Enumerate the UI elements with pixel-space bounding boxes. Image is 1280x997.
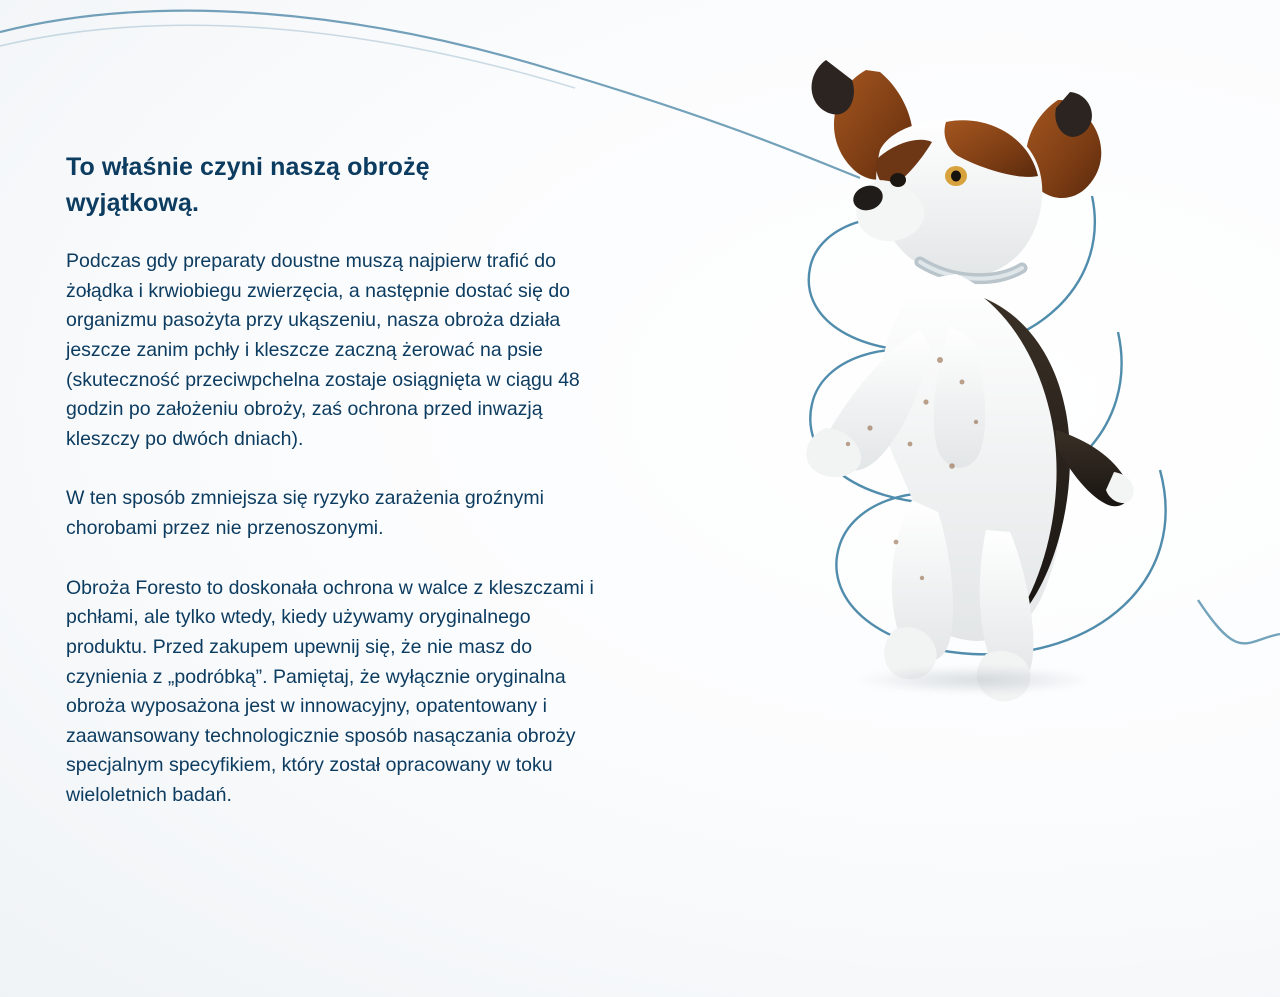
paragraph-3: Obroża Foresto to doskonała ochrona w walce z kleszczami i pchłami, ale tylko wtedy, kiedy używamy oryginalnego produktu. Przed zakupem upewnij się, że nie masz do czynienia z „podróbką”. Pamiętaj, że wyłącznie oryginalna obroża wyposażona jest w innowacyjny, opatentowany i zaawansowany technologicznie sposób nasączania obroży specjalnym specyfikiem, który został opracowany w toku wieloletnich badań.	[66, 576, 594, 806]
article-content	[66, 150, 626, 811]
ground-shadow	[810, 660, 1140, 700]
paragraph-1: Podczas gdy preparaty doustne muszą najpierw trafić do żołądka i krwiobiegu zwierzęcia, a następnie dostać się do organizmu pasożyta przy ukąszeniu, nasza obroża działa jeszcze zanim pchły i kleszcze zaczną żerować na psie (skuteczność przeciwpchelna zostaje osiągnięta w ciągu 48 godzin po założeniu obroży, zaś ochrona przed inwazją kleszczy po dwóch dniach).	[66, 250, 580, 450]
paragraph-2: W ten sposób zmniejsza się ryzyko zarażenia groźnymi chorobami przez nie przenoszonymi.	[66, 487, 544, 539]
dog-photo	[770, 30, 1280, 730]
page-title: To właśnie czyni naszą obrożę wyjątkową.	[66, 153, 430, 217]
